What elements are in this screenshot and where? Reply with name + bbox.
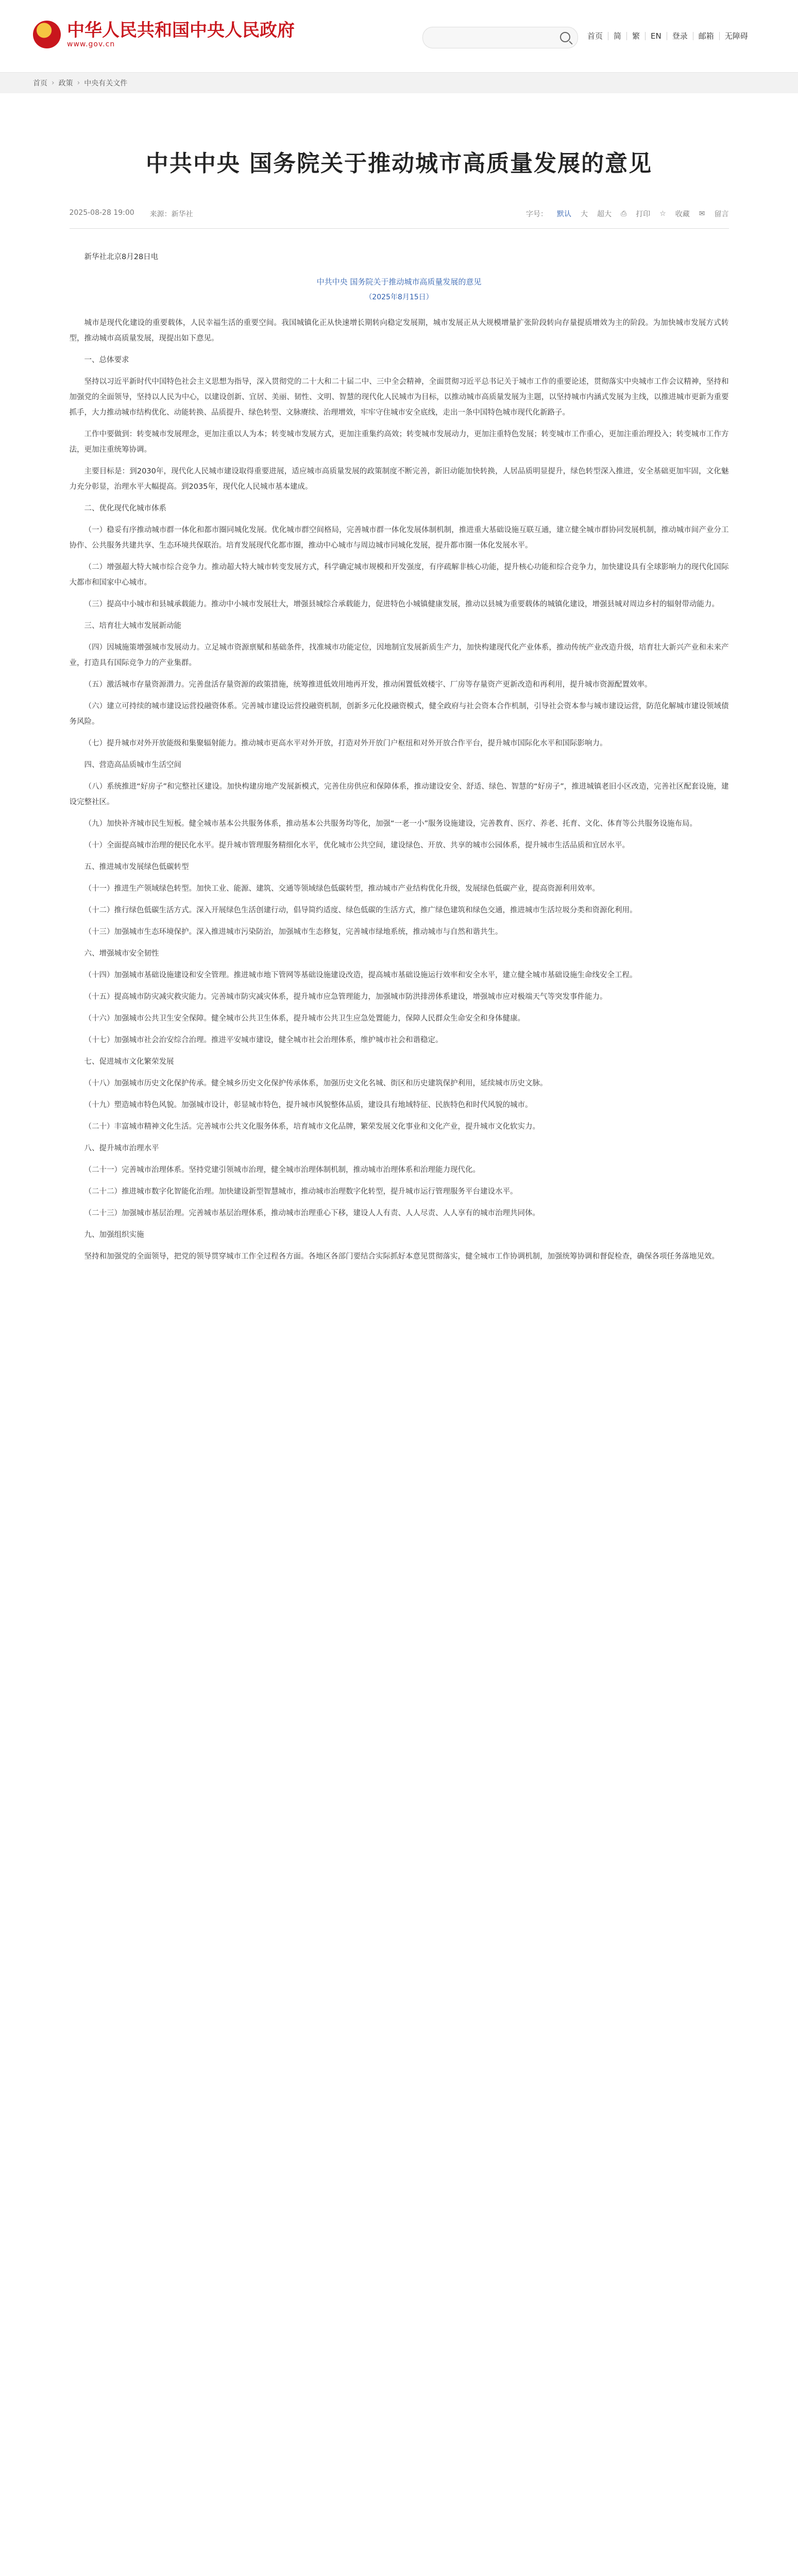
chevron-right-icon: ›	[77, 79, 80, 87]
article-body	[70, 249, 729, 1264]
print-icon[interactable]: ⎙	[621, 210, 627, 218]
article-paragraph: 八、提升城市治理水平	[84, 1144, 159, 1153]
article-paragraph: （三）提高中小城市和县城承载能力。推动中小城市发展壮大，增强县城综合承载能力，促进特色小城镇健康发展，推动以县城为重要载体的城镇化建设，增强县城对周边乡村的辐射带动能力。	[84, 600, 719, 608]
comment-button[interactable]: 留言	[714, 210, 729, 218]
link-traditional[interactable]: 繁	[627, 32, 646, 40]
breadcrumb-home[interactable]: 首页	[33, 79, 47, 88]
article-paragraph: 城市是现代化建设的重要载体，人民幸福生活的重要空间。我国城镇化正从快速增长期转向稳定发展期，城市发展正从大规模增量扩张阶段转向存量提质增效为主的阶段。为加快城市发展方式转型，推动城市高质量发展，现提出如下意见。	[69, 319, 729, 343]
article-meta	[70, 209, 729, 229]
article-paragraph: （九）加快补齐城市民生短板。健全城市基本公共服务体系，推动基本公共服务均等化，加强“一老一小”服务设施建设，完善教育、医疗、养老、托育、文化、体育等公共服务设施布局。	[84, 820, 698, 828]
article-paragraphs	[70, 315, 729, 1264]
page-title: 中共中央 国务院关于推动城市高质量发展的意见	[145, 150, 653, 177]
article-paragraph: （五）激活城市存量资源潜力。完善盘活存量资源的政策措施，统筹推进低效用地再开发，推动闲置低效楼宇、厂房等存量资产更新改造和再利用，提升城市资源配置效率。	[84, 681, 652, 689]
article-paragraph: （十四）加强城市基础设施建设和安全管理。推进城市地下管网等基础设施建设改造，提高城市基础设施运行效率和安全水平，建立健全城市基础设施生命线安全工程。	[84, 971, 637, 979]
link-mail[interactable]: 邮箱	[693, 32, 720, 40]
article-paragraph: （二十一）完善城市治理体系。坚持党建引领城市治理，健全城市治理体制机制，推动城市治理体系和治理能力现代化。	[84, 1166, 480, 1174]
link-login[interactable]: 登录	[667, 32, 693, 40]
article-paragraph: 二、优化现代化城市体系	[84, 504, 166, 513]
search-input[interactable]	[422, 27, 578, 48]
site-header	[0, 0, 798, 73]
publish-date: 2025-08-28 19:00	[69, 209, 134, 217]
document-date: （2025年8月15日）	[365, 293, 433, 301]
article-paragraph: 五、推进城市发展绿色低碳转型	[84, 863, 189, 871]
article-paragraph: 一、总体要求	[84, 356, 129, 364]
search-icon[interactable]	[560, 32, 570, 42]
article-paragraph: （二十二）推进城市数字化智能化治理。加快建设新型智慧城市，推动城市治理数字化转型，提升城市运行管理服务平台建设水平。	[84, 1188, 518, 1196]
article-paragraph: 九、加强组织实施	[84, 1231, 144, 1239]
site-logo[interactable]	[33, 21, 295, 48]
breadcrumb-policy[interactable]: 政策	[58, 79, 73, 88]
font-size-label: 字号：	[526, 210, 548, 218]
article-paragraph: （十九）塑造城市特色风貌。加强城市设计，彰显城市特色，提升城市风貌整体品质，建设具有地域特征、民族特色和时代风貌的城市。	[84, 1101, 533, 1109]
link-simplified[interactable]: 简	[608, 32, 627, 40]
article-paragraph: 坚持以习近平新时代中国特色社会主义思想为指导，深入贯彻党的二十大和二十届二中、三中全会精神，全面贯彻习近平总书记关于城市工作的重要论述，贯彻落实中央城市工作会议精神，坚持和加强党的全面领导，坚持以人民为中心，以建设创新、宜居、美丽、韧性、文明、智慧的现代化人民城市为目标，以推动城市高质量发展为主题，以坚持城市内涵式发展为主线，以推进城市更新为重要抓手，大力推动城市结构优化、动能转换、品质提升、绿色转型、文脉赓续、治理增效，牢牢守住城市安全底线，走出一条中国特色城市现代化新路子。	[69, 378, 729, 417]
font-default-button[interactable]: 默认	[557, 210, 571, 218]
article-paragraph: 主要目标是：到2030年，现代化人民城市建设取得重要进展，适应城市高质量发展的政策制度不断完善，新旧动能加快转换，人居品质明显提升，绿色转型深入推进，安全基础更加牢固，文化魅力充分彰显，治理水平大幅提高。到2035年，现代化人民城市基本建成。	[69, 467, 729, 491]
article-paragraph: （二十三）加强城市基层治理。完善城市基层治理体系，推动城市治理重心下移，建设人人有责、人人尽责、人人享有的城市治理共同体。	[84, 1209, 540, 1217]
article-paragraph: （十三）加强城市生态环境保护。深入推进城市污染防治，加强城市生态修复，完善城市绿地系统，推动城市与自然和谐共生。	[84, 928, 503, 936]
chevron-right-icon: ›	[52, 79, 55, 87]
link-home[interactable]: 首页	[582, 32, 608, 40]
star-icon[interactable]: ☆	[659, 210, 666, 218]
article-paragraph: （二十）丰富城市精神文化生活。完善城市公共文化服务体系，培育城市文化品牌，繁荣发展文化事业和文化产业，提升城市文化软实力。	[84, 1123, 540, 1131]
article-paragraph: 三、培育壮大城市发展新动能	[84, 622, 181, 630]
site-name: 中华人民共和国中央人民政府	[67, 20, 295, 41]
article-paragraph: 七、促进城市文化繁荣发展	[84, 1058, 174, 1066]
breadcrumb	[0, 73, 798, 93]
article-paragraph: 坚持和加强党的全面领导，把党的领导贯穿城市工作全过程各方面。各地区各部门要结合实际抓好本意见贯彻落实，健全城市工作协调机制，加强统筹协调和督促检查，确保各项任务落地见效。	[84, 1252, 719, 1261]
article-source: 来源：新华社	[149, 210, 193, 218]
article-paragraph: （四）因城施策增强城市发展动力。立足城市资源禀赋和基础条件，找准城市功能定位，因地制宜发展新质生产力，加快构建现代化产业体系，推动传统产业改造升级，培育壮大新兴产业和未来产业，打造具有国际竞争力的产业集群。	[69, 643, 729, 667]
print-button[interactable]: 打印	[636, 210, 651, 218]
article-paragraph: （十八）加强城市历史文化保护传承。健全城乡历史文化保护传承体系，加强历史文化名城、街区和历史建筑保护利用，延续城市历史文脉。	[84, 1079, 548, 1088]
favorite-button[interactable]: 收藏	[675, 210, 690, 218]
article-paragraph: （十七）加强城市社会治安综合治理。推进平安城市建设，健全城市社会治理体系，维护城市社会和谐稳定。	[84, 1036, 443, 1044]
font-xlarge-button[interactable]: 超大	[597, 210, 612, 218]
link-accessibility[interactable]: 无障碍	[724, 31, 748, 41]
article-paragraph: （二）增强超大特大城市综合竞争力。推动超大特大城市转变发展方式，科学确定城市规模和开发强度，有序疏解非核心功能，提升核心功能和综合竞争力，加快建设具有全球影响力的现代化国际大都市和国家中心城市。	[69, 563, 729, 587]
breadcrumb-central-docs[interactable]: 中央有关文件	[84, 79, 128, 88]
article-paragraph: （十二）推行绿色低碳生活方式。深入开展绿色生活创建行动，倡导简约适度、绿色低碳的生活方式，推广绿色建筑和绿色交通，推进城市生活垃圾分类和资源化利用。	[84, 906, 637, 914]
site-url: www.gov.cn	[67, 40, 115, 48]
font-large-button[interactable]: 大	[581, 210, 588, 218]
dateline: 新华社北京8月28日电	[84, 253, 159, 261]
link-english[interactable]: EN	[646, 32, 667, 40]
top-links	[582, 32, 753, 40]
article-paragraph: （十）全面提高城市治理的便民化水平。提升城市管理服务精细化水平，优化城市公共空间，建设绿色、开放、共享的城市公园体系，提升城市生活品质和宜居水平。	[84, 841, 630, 850]
article-paragraph: 六、增强城市安全韧性	[84, 950, 159, 958]
article-paragraph: （七）提升城市对外开放能级和集聚辐射能力。推动城市更高水平对外开放，打造对外开放门户枢纽和对外开放合作平台，提升城市国际化水平和国际影响力。	[84, 739, 607, 748]
article-paragraph: 四、营造高品质城市生活空间	[84, 761, 181, 769]
article-paragraph: （一）稳妥有序推动城市群一体化和都市圈同城化发展。优化城市群空间格局，完善城市群一体化发展体制机制，推进重大基础设施互联互通，建立健全城市群协同发展机制，推动城市间产业分工协作、公共服务共建共享、生态环境共保联治。培育发展现代化都市圈，推动中心城市与周边城市同城化发展，提升都市圈一体化发展水平。	[69, 526, 729, 550]
article-paragraph: （六）建立可持续的城市建设运营投融资体系。完善城市建设运营投融资机制，创新多元化投融资模式，健全政府与社会资本合作机制，引导社会资本参与城市建设运营，防范化解城市建设领域债务风险。	[69, 702, 729, 726]
article-paragraph: （十五）提高城市防灾减灾救灾能力。完善城市防灾减灾体系，提升城市应急管理能力，加强城市防洪排涝体系建设，增强城市应对极端天气等突发事件能力。	[84, 993, 607, 1001]
national-emblem-icon	[33, 21, 61, 48]
article-paragraph: 工作中要做到：转变城市发展理念，更加注重以人为本；转变城市发展方式，更加注重集约高效；转变城市发展动力，更加注重特色发展；转变城市工作重心，更加注重治理投入；转变城市工作方法，更加注重统筹协调。	[69, 430, 729, 454]
article-paragraph: （十一）推进生产领域绿色转型。加快工业、能源、建筑、交通等领域绿色低碳转型，推动城市产业结构优化升级，发展绿色低碳产业，提高资源利用效率。	[84, 885, 600, 893]
article-paragraph: （十六）加强城市公共卫生安全保障。健全城市公共卫生体系，提升城市公共卫生应急处置能力，保障人民群众生命安全和身体健康。	[84, 1014, 525, 1023]
document-heading: 中共中央 国务院关于推动城市高质量发展的意见	[316, 277, 482, 286]
comment-icon[interactable]: ✉	[699, 210, 705, 218]
article-paragraph: （八）系统推进“好房子”和完整社区建设。加快构建房地产发展新模式，完善住房供应和保障体系，推动建设安全、舒适、绿色、智慧的“好房子”，推进城镇老旧小区改造，完善社区配套设施，建设完整社区。	[69, 783, 729, 806]
